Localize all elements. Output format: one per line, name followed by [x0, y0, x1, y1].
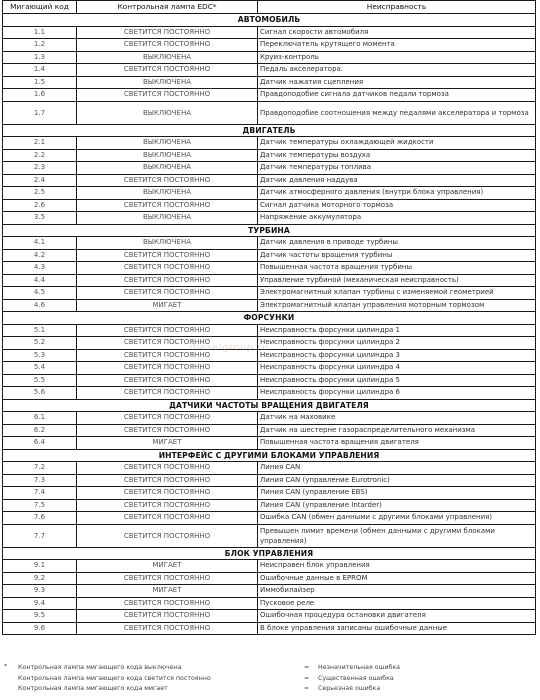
- flash-code-cell: 2.2: [3, 149, 77, 162]
- fault-description-cell: Электромагнитный клапан управления моторным тормозом: [258, 299, 536, 312]
- flash-code-cell: 7.6: [3, 512, 77, 525]
- table-row: [3, 76, 536, 89]
- flash-code-cell: 1.4: [3, 64, 77, 77]
- table-row: [3, 560, 536, 573]
- table-row: [3, 474, 536, 487]
- fault-description-cell: Датчик частоты вращения турбины: [258, 249, 536, 262]
- lamp-state-cell: СВЕТИТСЯ ПОСТОЯННО: [77, 287, 258, 300]
- legend-severity: Существенная ошибка: [318, 674, 394, 682]
- fault-description-cell: Сигнал скорости автомобиля: [258, 26, 536, 39]
- section-row: [3, 124, 536, 137]
- flash-code-cell: 4.6: [3, 299, 77, 312]
- flash-code-cell: 7.4: [3, 487, 77, 500]
- fault-description-cell: Линия CAN (управление Eurotronic): [258, 474, 536, 487]
- flash-code-cell: 4.2: [3, 249, 77, 262]
- lamp-state-cell: ВЫКЛЮЧЕНА: [77, 187, 258, 200]
- fault-description-cell: Неисправность форсунки цилиндра 6: [258, 387, 536, 400]
- flash-code-cell: 4.4: [3, 274, 77, 287]
- table-row: [3, 572, 536, 585]
- flash-code-cell: 1.3: [3, 51, 77, 64]
- section-row: [3, 312, 536, 325]
- table-row: [3, 101, 536, 124]
- header-edc-lamp: Контрольная лампа EDC*: [77, 1, 258, 14]
- fault-description-cell: Датчик температуры топлива: [258, 162, 536, 175]
- table-row: [3, 51, 536, 64]
- table-row: [3, 437, 536, 450]
- table-row: [3, 249, 536, 262]
- lamp-state-cell: ВЫКЛЮЧЕНА: [77, 212, 258, 225]
- legend-marker: *: [4, 663, 8, 670]
- lamp-state-cell: СВЕТИТСЯ ПОСТОЯННО: [77, 262, 258, 275]
- lamp-state-cell: СВЕТИТСЯ ПОСТОЯННО: [77, 487, 258, 500]
- fault-description-cell: Неисправен блок управления: [258, 560, 536, 573]
- table-row: [3, 287, 536, 300]
- lamp-state-cell: МИГАЕТ: [77, 585, 258, 598]
- fault-description-cell: Напряжение аккумулятора: [258, 212, 536, 225]
- table-row: [3, 424, 536, 437]
- table-row: [3, 39, 536, 52]
- table-row: [3, 337, 536, 350]
- watermark-text: dieselgroup.ru: [190, 343, 269, 353]
- lamp-state-cell: СВЕТИТСЯ ПОСТОЯННО: [77, 274, 258, 287]
- legend: [4, 663, 534, 695]
- section-title: ИНТЕРФЕЙС С ДРУГИМИ БЛОКАМИ УПРАВЛЕНИЯ: [3, 449, 536, 462]
- flash-code-cell: 5.3: [3, 349, 77, 362]
- lamp-state-cell: МИГАЕТ: [77, 299, 258, 312]
- fault-description-cell: Правдоподобие сигнала датчиков педали тормоза: [258, 89, 536, 102]
- flash-code-cell: 5.5: [3, 374, 77, 387]
- flash-code-cell: 4.1: [3, 237, 77, 250]
- table-row: [3, 212, 536, 225]
- fault-description-cell: Ошибка CAN (обмен данными с другими блоками управления): [258, 512, 536, 525]
- fault-description-cell: Педаль акселератора.: [258, 64, 536, 77]
- section-row: [3, 449, 536, 462]
- lamp-state-cell: СВЕТИТСЯ ПОСТОЯННО: [77, 26, 258, 39]
- lamp-state-cell: СВЕТИТСЯ ПОСТОЯННО: [77, 597, 258, 610]
- flash-code-cell: 9.5: [3, 610, 77, 623]
- table-row: [3, 26, 536, 39]
- lamp-state-cell: СВЕТИТСЯ ПОСТОЯННО: [77, 524, 258, 547]
- legend-severity: Серьезная ошибка: [318, 685, 381, 692]
- table-row: [3, 174, 536, 187]
- fault-description-cell: Линия CAN (управление Intarder): [258, 499, 536, 512]
- table-row: [3, 412, 536, 425]
- table-row: [3, 387, 536, 400]
- lamp-state-cell: СВЕТИТСЯ ПОСТОЯННО: [77, 64, 258, 77]
- lamp-state-cell: СВЕТИТСЯ ПОСТОЯННО: [77, 512, 258, 525]
- table-row: [3, 299, 536, 312]
- flash-code-cell: 2.5: [3, 187, 77, 200]
- fault-description-cell: Датчик давления в приводе турбины: [258, 237, 536, 250]
- table-row: [3, 374, 536, 387]
- header-flash-code: Мигающий код: [3, 1, 77, 14]
- flash-code-cell: 4.3: [3, 262, 77, 275]
- flash-code-cell: 1.2: [3, 39, 77, 52]
- lamp-state-cell: СВЕТИТСЯ ПОСТОЯННО: [77, 374, 258, 387]
- lamp-state-cell: СВЕТИТСЯ ПОСТОЯННО: [77, 424, 258, 437]
- fault-description-cell: Неисправность форсунки цилиндра 5: [258, 374, 536, 387]
- table-row: [3, 597, 536, 610]
- fault-description-cell: Линия CAN (управление EBS): [258, 487, 536, 500]
- section-row: [3, 547, 536, 560]
- fault-description-cell: Датчик на маховике: [258, 412, 536, 425]
- lamp-state-cell: СВЕТИТСЯ ПОСТОЯННО: [77, 337, 258, 350]
- flash-code-cell: 2.1: [3, 137, 77, 150]
- lamp-state-cell: СВЕТИТСЯ ПОСТОЯННО: [77, 324, 258, 337]
- lamp-state-cell: ВЫКЛЮЧЕНА: [77, 162, 258, 175]
- flash-code-cell: 2.4: [3, 174, 77, 187]
- lamp-state-cell: ВЫКЛЮЧЕНА: [77, 76, 258, 89]
- lamp-state-cell: СВЕТИТСЯ ПОСТОЯННО: [77, 572, 258, 585]
- lamp-state-cell: СВЕТИТСЯ ПОСТОЯННО: [77, 412, 258, 425]
- section-title: ТУРБИНА: [3, 224, 536, 237]
- fault-description-cell: Неисправность форсунки цилиндра 3: [258, 349, 536, 362]
- table-row: [3, 89, 536, 102]
- flash-code-cell: 1.7: [3, 101, 77, 124]
- fault-description-cell: Переключатель крутящего момента: [258, 39, 536, 52]
- table-row: [3, 487, 536, 500]
- lamp-state-cell: СВЕТИТСЯ ПОСТОЯННО: [77, 249, 258, 262]
- table-body: [3, 14, 536, 635]
- lamp-state-cell: МИГАЕТ: [77, 437, 258, 450]
- fault-description-cell: Датчик температуры воздуха: [258, 149, 536, 162]
- section-title: ФОРСУНКИ: [3, 312, 536, 325]
- fault-description-cell: Датчик температуры охлаждающей жидкости: [258, 137, 536, 150]
- lamp-state-cell: СВЕТИТСЯ ПОСТОЯННО: [77, 622, 258, 635]
- section-row: [3, 399, 536, 412]
- flash-code-cell: 2.6: [3, 199, 77, 212]
- section-title: ДАТЧИКИ ЧАСТОТЫ ВРАЩЕНИЯ ДВИГАТЕЛЯ: [3, 399, 536, 412]
- fault-description-cell: Сигнал датчика моторного тормоза: [258, 199, 536, 212]
- flash-code-cell: 2.3: [3, 162, 77, 175]
- table-header-row: [3, 1, 536, 14]
- fault-description-cell: Управление турбиной (механическая неисправность): [258, 274, 536, 287]
- table-row: [3, 622, 536, 635]
- fault-description-cell: В блоке управления записаны ошибочные данные: [258, 622, 536, 635]
- lamp-state-cell: ВЫКЛЮЧЕНА: [77, 237, 258, 250]
- flash-code-cell: 5.4: [3, 362, 77, 375]
- flash-code-cell: 7.2: [3, 462, 77, 475]
- fault-description-cell: Неисправность форсунки цилиндра 2: [258, 337, 536, 350]
- flash-code-cell: 1.6: [3, 89, 77, 102]
- table-row: [3, 462, 536, 475]
- legend-severity: Незначительная ошибка: [318, 664, 401, 671]
- lamp-state-cell: СВЕТИТСЯ ПОСТОЯННО: [77, 387, 258, 400]
- lamp-state-cell: МИГАЕТ: [77, 560, 258, 573]
- fault-description-cell: Датчик атмосферного давления (внутри блока управления): [258, 187, 536, 200]
- lamp-state-cell: СВЕТИТСЯ ПОСТОЯННО: [77, 89, 258, 102]
- lamp-state-cell: ВЫКЛЮЧЕНА: [77, 101, 258, 124]
- lamp-state-cell: СВЕТИТСЯ ПОСТОЯННО: [77, 349, 258, 362]
- table-row: [3, 162, 536, 175]
- lamp-state-cell: СВЕТИТСЯ ПОСТОЯННО: [77, 610, 258, 623]
- table-row: [3, 149, 536, 162]
- lamp-state-cell: ВЫКЛЮЧЕНА: [77, 51, 258, 64]
- legend-row: [4, 684, 534, 695]
- fault-description-cell: Датчик давления наддува: [258, 174, 536, 187]
- flash-code-cell: 9.3: [3, 585, 77, 598]
- section-title: ДВИГАТЕЛЬ: [3, 124, 536, 137]
- fault-description-cell: Иммобилайзер: [258, 585, 536, 598]
- table-row: [3, 512, 536, 525]
- table-row: [3, 137, 536, 150]
- table-row: [3, 610, 536, 623]
- legend-equals: =: [304, 685, 310, 692]
- legend-lamp-state: Контрольная лампа мигающего кода выключена: [18, 664, 182, 671]
- table-row: [3, 324, 536, 337]
- table-row: [3, 524, 536, 547]
- flash-code-cell: 6.1: [3, 412, 77, 425]
- flash-code-cell: 4.5: [3, 287, 77, 300]
- table-row: [3, 274, 536, 287]
- table-row: [3, 585, 536, 598]
- fault-description-cell: Правдоподобие соотношения между педалями акселератора и тормоза: [258, 101, 536, 124]
- section-row: [3, 224, 536, 237]
- fault-description-cell: Неисправность форсунки цилиндра 1: [258, 324, 536, 337]
- table-row: [3, 64, 536, 77]
- fault-description-cell: Неисправность форсунки цилиндра 4: [258, 362, 536, 375]
- lamp-state-cell: СВЕТИТСЯ ПОСТОЯННО: [77, 39, 258, 52]
- flash-code-cell: 7.7: [3, 524, 77, 547]
- flash-code-cell: 9.6: [3, 622, 77, 635]
- fault-description-cell: Ошибочные данные в EPROM: [258, 572, 536, 585]
- flash-code-cell: 5.1: [3, 324, 77, 337]
- lamp-state-cell: СВЕТИТСЯ ПОСТОЯННО: [77, 362, 258, 375]
- table-row: [3, 499, 536, 512]
- fault-description-cell: Повышенная частота вращения турбины: [258, 262, 536, 275]
- section-title: БЛОК УПРАВЛЕНИЯ: [3, 547, 536, 560]
- fault-description-cell: Пусковое реле: [258, 597, 536, 610]
- flash-code-cell: 9.4: [3, 597, 77, 610]
- lamp-state-cell: ВЫКЛЮЧЕНА: [77, 149, 258, 162]
- legend-equals: =: [304, 674, 310, 682]
- flash-code-cell: 5.2: [3, 337, 77, 350]
- flash-code-cell: 7.3: [3, 474, 77, 487]
- flash-code-cell: 7.5: [3, 499, 77, 512]
- lamp-state-cell: СВЕТИТСЯ ПОСТОЯННО: [77, 462, 258, 475]
- fault-description-cell: Круиз-контроль: [258, 51, 536, 64]
- fault-description-cell: Ошибочная процедура остановки двигателя: [258, 610, 536, 623]
- legend-row: [4, 674, 534, 685]
- fault-description-cell: Датчик на шестерне газораспределительного механизма: [258, 424, 536, 437]
- lamp-state-cell: СВЕТИТСЯ ПОСТОЯННО: [77, 474, 258, 487]
- header-fault: Неисправность: [258, 1, 536, 14]
- table-row: [3, 237, 536, 250]
- flash-code-cell: 6.4: [3, 437, 77, 450]
- fault-description-cell: Линия CAN: [258, 462, 536, 475]
- fault-description-cell: Превышен лимит времени (обмен данными с другими блоками управления): [258, 524, 536, 547]
- legend-lamp-state: Контрольная лампа мигающего кода светится постоянно: [18, 674, 211, 682]
- flash-code-cell: 9.2: [3, 572, 77, 585]
- flash-code-cell: 3.5: [3, 212, 77, 225]
- table-row: [3, 349, 536, 362]
- lamp-state-cell: СВЕТИТСЯ ПОСТОЯННО: [77, 199, 258, 212]
- table-row: [3, 262, 536, 275]
- section-row: [3, 14, 536, 27]
- legend-row: [4, 663, 534, 674]
- lamp-state-cell: ВЫКЛЮЧЕНА: [77, 137, 258, 150]
- table-row: [3, 187, 536, 200]
- flash-code-cell: 1.1: [3, 26, 77, 39]
- fault-description-cell: Повышенная частота вращения двигателя: [258, 437, 536, 450]
- lamp-state-cell: СВЕТИТСЯ ПОСТОЯННО: [77, 499, 258, 512]
- flash-code-cell: 5.6: [3, 387, 77, 400]
- fault-description-cell: Электромагнитный клапан турбины с изменяемой геометрией: [258, 287, 536, 300]
- fault-code-table: [2, 0, 536, 635]
- flash-code-cell: 1.5: [3, 76, 77, 89]
- flash-code-cell: 6.2: [3, 424, 77, 437]
- flash-code-cell: 9.1: [3, 560, 77, 573]
- legend-lamp-state: Контрольная лампа мигающего кода мигает: [18, 685, 168, 692]
- legend-equals: =: [304, 664, 310, 671]
- table-row: [3, 199, 536, 212]
- section-title: АВТОМОБИЛЬ: [3, 14, 536, 27]
- table-row: [3, 362, 536, 375]
- lamp-state-cell: СВЕТИТСЯ ПОСТОЯННО: [77, 174, 258, 187]
- fault-description-cell: Датчик нажатия сцепления: [258, 76, 536, 89]
